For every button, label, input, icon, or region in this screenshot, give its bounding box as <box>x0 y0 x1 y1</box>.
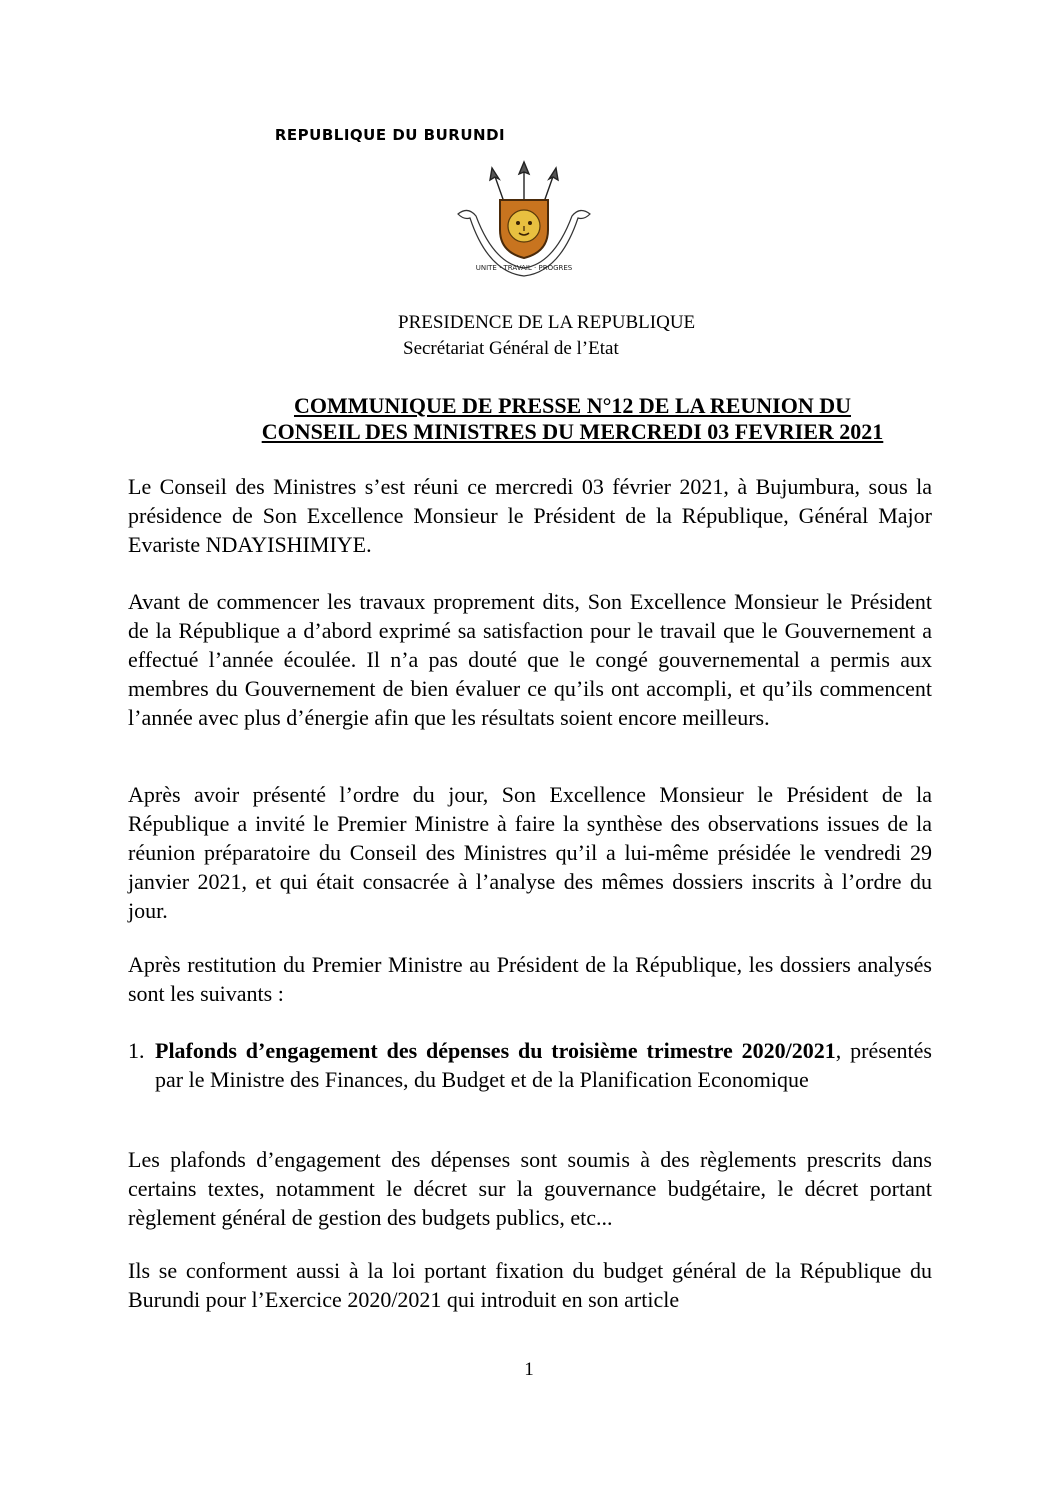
department-heading: Secrétariat Général de l’Etat <box>403 338 619 359</box>
office-heading: PRESIDENCE DE LA REPUBLIQUE <box>398 312 696 333</box>
document-title-line-1: COMMUNIQUE DE PRESSE N°12 DE LA REUNION DU <box>293 393 851 418</box>
document-title-line-2: CONSEIL DES MINISTRES DU MERCREDI 03 FEVRIER 2021 <box>261 419 884 444</box>
paragraph-2: Avant de commencer les travaux proprement dits, Son Excellence Monsieur le Président de la République a d’abord exprimé sa satisfaction pour le travail que le Gouvernement a effectué l’année écoulée. Il n’a pas douté que le congé gouvernemental a permis aux membres du Gouvernement de bien évaluer ce qu’ils ont accompli, et qu’ils commencent l’année avec plus d’énergie afin que les résultats soient encore meilleurs. <box>128 589 932 730</box>
paragraph-3: Après avoir présenté l’ordre du jour, Son Excellence Monsieur le Président de la République a invité le Premier Ministre à faire la synthèse des observations issues de la réunion préparatoire du Conseil des Ministres qu’il a lui-même présidée le vendredi 29 janvier 2021, et qui était consacrée à l’analyse des mêmes dossiers inscrits à l’ordre du jour. <box>128 782 932 923</box>
agenda-item-number: 1. <box>128 1038 145 1063</box>
page-number: 1 <box>524 1359 534 1380</box>
country-heading: REPUBLIQUE DU BURUNDI <box>274 126 506 144</box>
paragraph-5: Les plafonds d’engagement des dépenses sont soumis à des règlements prescrits dans certains textes, notamment le décret sur la gouvernance budgétaire, le décret portant règlement général de gestion des budgets publics, etc... <box>128 1147 932 1230</box>
paragraph-1: Le Conseil des Ministres s’est réuni ce mercredi 03 février 2021, à Bujumbura, sous la présidence de Son Excellence Monsieur le Président de la République, Général Major Evariste NDAYISHIMIYE. <box>128 474 932 557</box>
coat-of-arms-emblem <box>444 160 604 278</box>
agenda-item-description: , présentés par le Ministre des Finances, du Budget et de la Planification Economique <box>155 1038 932 1092</box>
emblem-motto: UNITE · TRAVAIL · PROGRES <box>475 264 573 272</box>
agenda-item-1 <box>128 1036 932 1094</box>
paragraph-4: Après restitution du Premier Ministre au Président de la République, les dossiers analysés sont les suivants : <box>128 952 932 1006</box>
paragraph-6: Ils se conforment aussi à la loi portant fixation du budget général de la République du Burundi pour l’Exercice 2020/2021 qui introduit en son article <box>128 1258 932 1312</box>
agenda-item-title: Plafonds d’engagement des dépenses du troisième trimestre 2020/2021 <box>155 1038 836 1063</box>
document-title <box>190 393 955 445</box>
